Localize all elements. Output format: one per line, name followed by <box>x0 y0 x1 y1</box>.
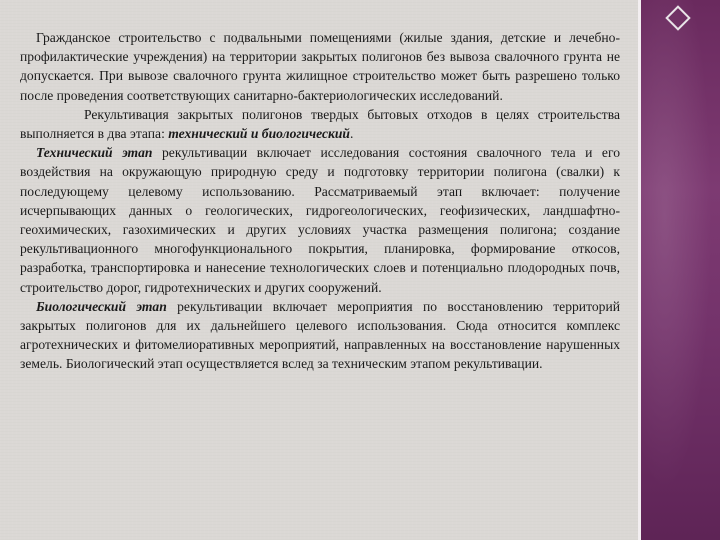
paragraph-biological-stage <box>20 297 620 374</box>
document-body <box>20 28 620 374</box>
paragraph-technical-stage <box>20 143 620 297</box>
paragraph-text: рекультивации включает исследования состояния свалочного тела и его воздействия на окружающую природную среду и подготовку территории полигона (свалки) к последующему целевому использованию. Рассматриваемый этап включает: получение исчерпывающих данных о геологических, гидрогеологических, геофизических, ландшафтно-геохимических, газохимических и других условиях участка размещения полигона; создание рекультивационного многофункционального покрытия, планировка, формирование откосов, разработка, транспортировка и нанесение технологических слоев и потенциально плодородных почв, строительство дорог, гидротехнических и других сооружений. <box>20 145 620 295</box>
emphasis-biological-stage: Биологический этап <box>36 298 167 314</box>
paragraph-text: рекультивации включает мероприятия по восстановлению территорий закрытых полигонов для их дальнейшего целевого использования. Сюда относится комплекс агротехнических и фитомелиоративных мероприятий, направленных на восстановление нарушенных земель. Биологический этап осуществляется вслед за техническим этапом рекультивации. <box>20 298 620 372</box>
paragraph-civil-construction: Гражданское строительство с подвальными помещениями (жилые здания, детские и лечебно-профилактические учреждения) на территории закрытых полигонов без вывоза свалочного грунта не допускается. При вывозе свалочного грунта жилищное строительство может быть разрешено только после проведения соответствующих санитарно-бактериологических исследований. <box>20 30 620 103</box>
paragraph-recultivation-stages <box>20 105 620 143</box>
paragraph-end: . <box>350 126 354 142</box>
paragraph-text: Рекультивация закрытых полигонов твердых бытовых отходов в целях строительства выполняется в два этапа: <box>20 106 620 142</box>
emphasis-stages: технический и биологический <box>168 126 350 142</box>
emphasis-technical-stage: Технический этап <box>36 145 153 161</box>
side-decor-band <box>641 0 720 540</box>
